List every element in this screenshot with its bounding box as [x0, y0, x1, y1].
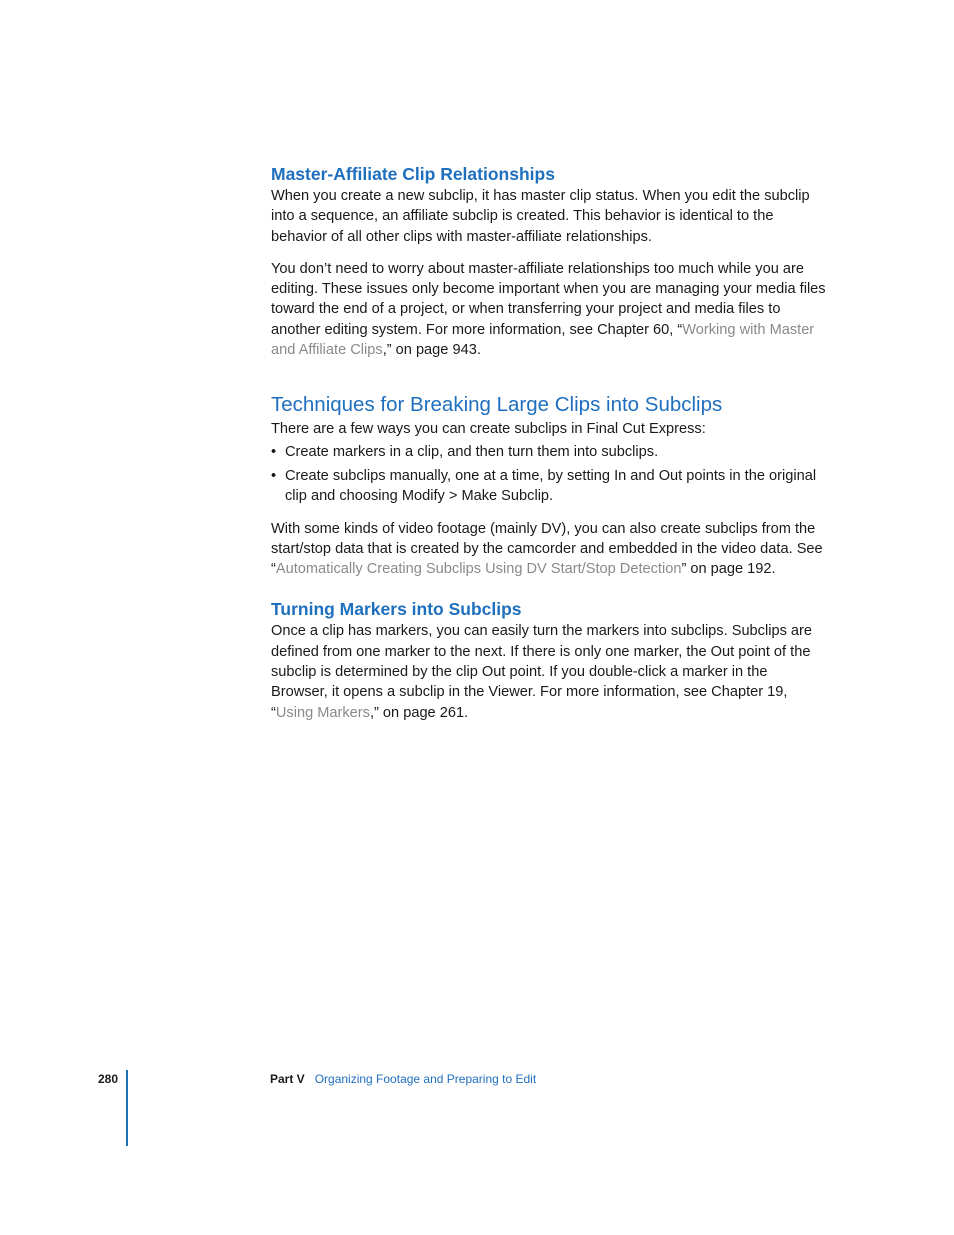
- paragraph-text: ” on page 192.: [681, 561, 776, 578]
- paragraph-intro: There are a few ways you can create subclips in Final Cut Express:: [271, 421, 706, 438]
- list-item: [271, 466, 827, 507]
- paragraph-text: ,” on page 943.: [382, 342, 481, 359]
- list-item: [271, 442, 827, 462]
- list-item-text: Create markers in a clip, and then turn them into subclips.: [285, 443, 659, 460]
- bullet-icon: •: [271, 443, 277, 460]
- cross-reference-link[interactable]: Automatically Creating Subclips Using DV Start/Stop Detection: [275, 561, 682, 578]
- section-heading-turning-markers: Turning Markers into Subclips: [271, 599, 522, 620]
- cross-reference-link[interactable]: Working with Master and Affiliate Clips: [271, 321, 815, 359]
- paragraph-markers: [271, 621, 827, 722]
- paragraph-text: You don’t need to worry about master-affiliate relationships too much while you are editing. These issues only become important when you are managing your media files toward the end of a project, or when transferring your project and media files to another editing system. For more information, see Chapter 60, “: [271, 260, 826, 338]
- paragraph-text: With some kinds of video footage (mainly DV), you can also create subclips from the start/stop data that is created by the camcorder and embedded in the video data. See “: [271, 520, 823, 578]
- section-heading-master-affiliate: Master-Affiliate Clip Relationships: [271, 164, 555, 184]
- part-title: Organizing Footage and Preparing to Edit: [314, 1072, 537, 1086]
- bullet-list: [271, 442, 827, 507]
- page-number: 280: [98, 1072, 119, 1086]
- paragraph-master-status: When you create a new subclip, it has master clip status. When you edit the subclip into a sequence, an affiliate subclip is created. This behavior is identical to the behavior of all other clips with master-affiliate relationships.: [271, 188, 810, 245]
- paragraph-dv-start-stop: [271, 519, 827, 580]
- list-item-text: Create subclips manually, one at a time, by setting In and Out points in the original clip and choosing Modify > Make Subclip.: [285, 467, 817, 505]
- paragraph-text: ,” on page 261.: [369, 704, 469, 721]
- chapter-section-heading: Techniques for Breaking Large Clips into Subclips: [271, 393, 723, 417]
- page-content: [271, 160, 827, 723]
- footer-divider: [126, 1070, 128, 1146]
- part-label: Part V: [270, 1072, 305, 1086]
- bullet-icon: •: [271, 467, 277, 484]
- cross-reference-link[interactable]: Using Markers: [275, 704, 370, 721]
- paragraph-text: Once a clip has markers, you can easily turn the markers into subclips. Subclips are defined from one marker to the next. If there is only one marker, the Out point of the subclip is determined by the clip Out point. If you double-click a marker in the Browser, it opens a subclip in the Viewer. For more information, see Chapter 19, “: [271, 623, 813, 721]
- running-footer: [270, 1072, 536, 1086]
- paragraph-master-affiliate-worry: [271, 259, 827, 360]
